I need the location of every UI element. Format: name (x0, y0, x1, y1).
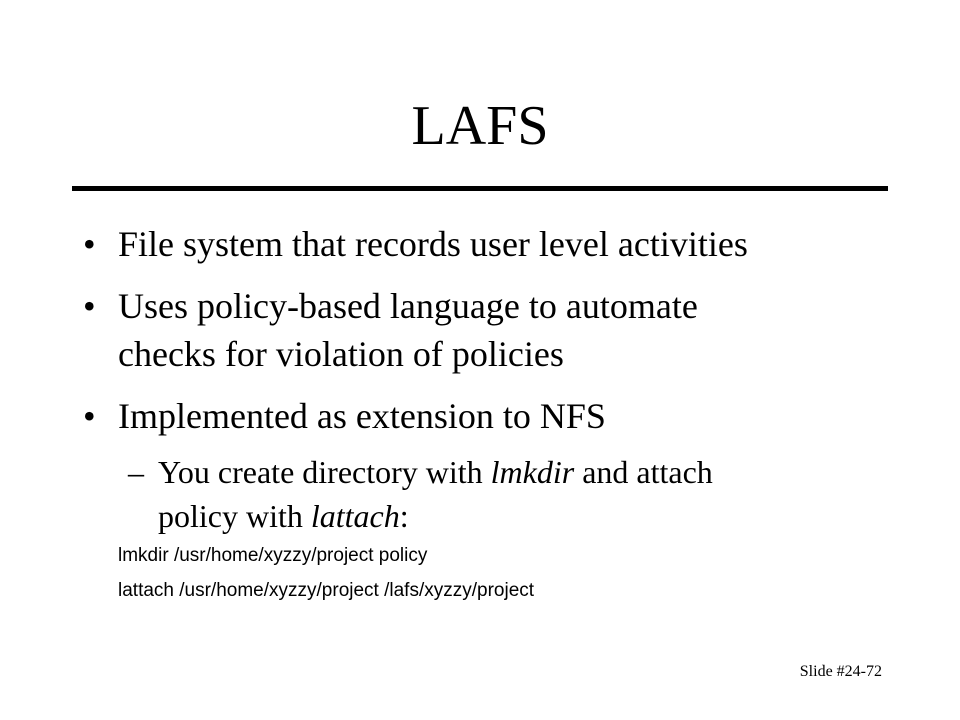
sub-bullet-marker: – (128, 454, 144, 490)
sub-bullet-line-1 (158, 450, 713, 494)
bullet-marker: • (83, 224, 96, 264)
code-line-2: lattach /usr/home/xyzzy/project /lafs/xyzzy/project (118, 580, 535, 601)
slide-title: LAFS (411, 95, 549, 157)
sub-bullet-text: and attach (574, 454, 713, 490)
sub-bullet-line-2 (158, 494, 409, 538)
bullet-1-text: File system that records user level activities (118, 224, 748, 264)
bullet-marker: • (83, 396, 96, 436)
sub-bullet-text: You create directory with (158, 454, 491, 490)
bullet-2-text-line-2: checks for violation of policies (118, 334, 564, 374)
bullet-3-text: Implemented as extension to NFS (118, 396, 606, 436)
code-line-1: lmkdir /usr/home/xyzzy/project policy (118, 545, 428, 566)
command-name-lmkdir: lmkdir (490, 454, 575, 490)
sub-bullet-text: : (399, 498, 409, 534)
slide-number: Slide #24-72 (799, 663, 882, 680)
title-divider (72, 186, 888, 191)
sub-bullet-text: policy with (158, 498, 311, 534)
bullet-marker: • (83, 286, 96, 326)
command-name-lattach: lattach (310, 498, 400, 534)
bullet-2-text-line-1: Uses policy-based language to automate (118, 286, 698, 326)
